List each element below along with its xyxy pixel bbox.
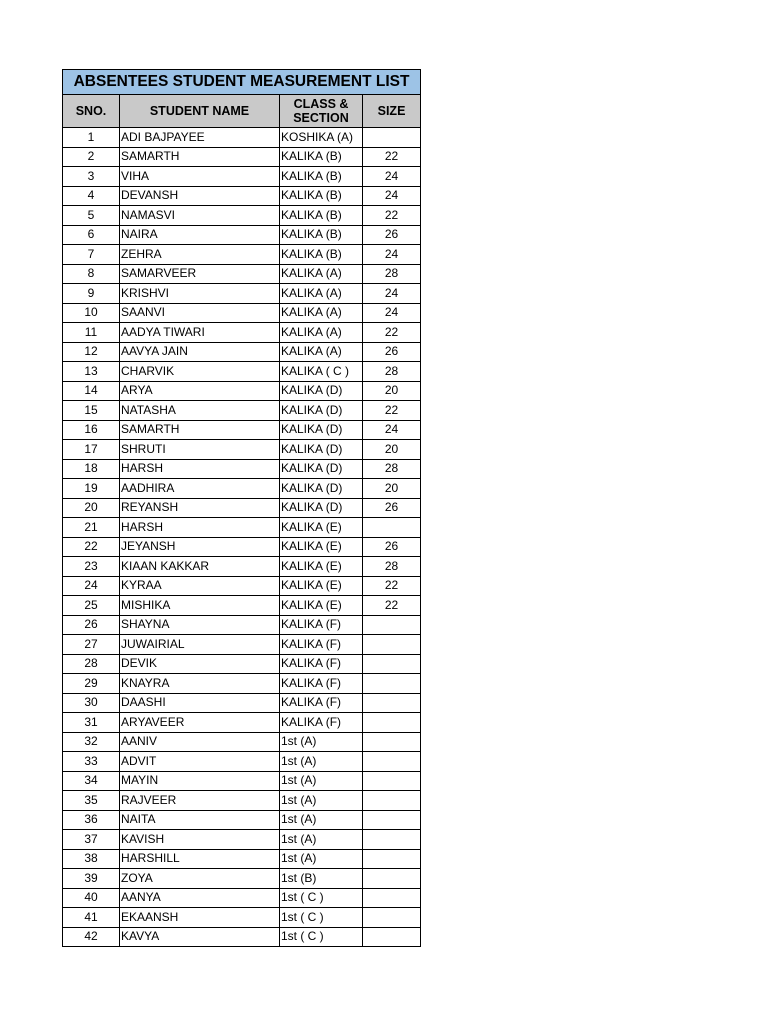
table-row [63, 771, 421, 791]
cell-size [363, 927, 421, 947]
cell-size [363, 888, 421, 908]
table-row [63, 557, 421, 577]
cell-class-section: 1st (A) [280, 791, 363, 811]
cell-student-name: SAANVI [120, 303, 280, 323]
cell-student-name: ADI BAJPAYEE [120, 128, 280, 148]
cell-class-section: 1st (A) [280, 732, 363, 752]
cell-sno: 33 [63, 752, 120, 772]
cell-sno: 36 [63, 810, 120, 830]
cell-student-name: VIHA [120, 167, 280, 187]
cell-student-name: AADYA TIWARI [120, 323, 280, 343]
cell-student-name: SHAYNA [120, 615, 280, 635]
cell-size [363, 849, 421, 869]
cell-sno: 2 [63, 147, 120, 167]
cell-sno: 22 [63, 537, 120, 557]
cell-sno: 21 [63, 518, 120, 538]
header-sno: SNO. [63, 95, 120, 128]
cell-size: 24 [363, 303, 421, 323]
cell-class-section: KALIKA (F) [280, 654, 363, 674]
cell-student-name: DEVANSH [120, 186, 280, 206]
cell-sno: 40 [63, 888, 120, 908]
cell-size: 26 [363, 537, 421, 557]
cell-sno: 29 [63, 674, 120, 694]
cell-size: 22 [363, 323, 421, 343]
table-row [63, 303, 421, 323]
cell-student-name: NAIRA [120, 225, 280, 245]
table-row [63, 635, 421, 655]
cell-student-name: SAMARTH [120, 420, 280, 440]
cell-student-name: NAMASVI [120, 206, 280, 226]
cell-sno: 7 [63, 245, 120, 265]
cell-size [363, 713, 421, 733]
cell-size: 28 [363, 557, 421, 577]
cell-class-section: 1st (A) [280, 849, 363, 869]
cell-sno: 42 [63, 927, 120, 947]
cell-size: 26 [363, 225, 421, 245]
cell-class-section: KALIKA (A) [280, 323, 363, 343]
table-row [63, 362, 421, 382]
cell-size [363, 654, 421, 674]
table-row [63, 693, 421, 713]
cell-student-name: SAMARTH [120, 147, 280, 167]
absentees-sheet [62, 69, 420, 947]
cell-class-section: KALIKA (A) [280, 303, 363, 323]
cell-student-name: KAVISH [120, 830, 280, 850]
cell-class-section: 1st (A) [280, 771, 363, 791]
cell-size [363, 615, 421, 635]
cell-sno: 32 [63, 732, 120, 752]
cell-sno: 12 [63, 342, 120, 362]
table-row [63, 576, 421, 596]
cell-student-name: HARSHILL [120, 849, 280, 869]
cell-class-section: KALIKA (B) [280, 186, 363, 206]
cell-student-name: HARSH [120, 459, 280, 479]
cell-student-name: DEVIK [120, 654, 280, 674]
table-row [63, 732, 421, 752]
cell-sno: 11 [63, 323, 120, 343]
cell-sno: 23 [63, 557, 120, 577]
cell-class-section: KOSHIKA (A) [280, 128, 363, 148]
cell-class-section: KALIKA (A) [280, 342, 363, 362]
table-row [63, 128, 421, 148]
cell-size: 22 [363, 596, 421, 616]
cell-student-name: CHARVIK [120, 362, 280, 382]
table-row [63, 713, 421, 733]
cell-class-section: KALIKA (D) [280, 459, 363, 479]
table-row [63, 167, 421, 187]
header-class-line1: CLASS & [293, 97, 349, 111]
cell-sno: 18 [63, 459, 120, 479]
cell-sno: 9 [63, 284, 120, 304]
table-row [63, 810, 421, 830]
cell-size [363, 635, 421, 655]
cell-class-section: KALIKA (F) [280, 674, 363, 694]
table-row [63, 381, 421, 401]
cell-class-section: KALIKA (B) [280, 225, 363, 245]
cell-class-section: KALIKA (D) [280, 498, 363, 518]
cell-size: 26 [363, 498, 421, 518]
table-row [63, 615, 421, 635]
cell-sno: 13 [63, 362, 120, 382]
cell-class-section: KALIKA (E) [280, 537, 363, 557]
cell-student-name: SAMARVEER [120, 264, 280, 284]
cell-class-section: 1st (A) [280, 752, 363, 772]
cell-student-name: KNAYRA [120, 674, 280, 694]
cell-class-section: KALIKA (A) [280, 284, 363, 304]
cell-class-section: 1st ( C ) [280, 927, 363, 947]
cell-size: 22 [363, 576, 421, 596]
table-row [63, 186, 421, 206]
table-row [63, 752, 421, 772]
cell-class-section: KALIKA (E) [280, 596, 363, 616]
cell-size: 22 [363, 206, 421, 226]
cell-sno: 10 [63, 303, 120, 323]
table-row [63, 596, 421, 616]
cell-sno: 26 [63, 615, 120, 635]
cell-size: 28 [363, 459, 421, 479]
cell-sno: 20 [63, 498, 120, 518]
cell-sno: 4 [63, 186, 120, 206]
cell-student-name: DAASHI [120, 693, 280, 713]
cell-student-name: KYRAA [120, 576, 280, 596]
table-body [63, 128, 421, 947]
cell-size [363, 693, 421, 713]
table-row [63, 440, 421, 460]
cell-student-name: MISHIKA [120, 596, 280, 616]
cell-sno: 39 [63, 869, 120, 889]
cell-sno: 28 [63, 654, 120, 674]
cell-size [363, 869, 421, 889]
table-row [63, 420, 421, 440]
cell-class-section: 1st (B) [280, 869, 363, 889]
cell-student-name: AANYA [120, 888, 280, 908]
cell-student-name: ZEHRA [120, 245, 280, 265]
cell-size: 28 [363, 362, 421, 382]
cell-student-name: REYANSH [120, 498, 280, 518]
cell-sno: 5 [63, 206, 120, 226]
cell-class-section: KALIKA (D) [280, 381, 363, 401]
table-row [63, 459, 421, 479]
cell-sno: 19 [63, 479, 120, 499]
cell-class-section: KALIKA (F) [280, 713, 363, 733]
cell-size [363, 810, 421, 830]
cell-class-section: 1st (A) [280, 810, 363, 830]
table-row [63, 888, 421, 908]
table-row [63, 674, 421, 694]
cell-size: 24 [363, 167, 421, 187]
cell-sno: 16 [63, 420, 120, 440]
cell-student-name: MAYIN [120, 771, 280, 791]
cell-size [363, 732, 421, 752]
table-row [63, 479, 421, 499]
cell-size [363, 830, 421, 850]
table-row [63, 284, 421, 304]
cell-sno: 27 [63, 635, 120, 655]
cell-size: 28 [363, 264, 421, 284]
table-row [63, 869, 421, 889]
cell-sno: 37 [63, 830, 120, 850]
cell-class-section: KALIKA (D) [280, 401, 363, 421]
cell-size [363, 791, 421, 811]
measurement-table [62, 69, 421, 947]
cell-class-section: KALIKA (B) [280, 167, 363, 187]
cell-class-section: KALIKA (F) [280, 693, 363, 713]
cell-class-section: KALIKA (F) [280, 615, 363, 635]
cell-sno: 30 [63, 693, 120, 713]
cell-student-name: JUWAIRIAL [120, 635, 280, 655]
cell-class-section: KALIKA (E) [280, 557, 363, 577]
cell-size: 24 [363, 420, 421, 440]
cell-size [363, 128, 421, 148]
cell-student-name: KIAAN KAKKAR [120, 557, 280, 577]
cell-student-name: HARSH [120, 518, 280, 538]
cell-sno: 24 [63, 576, 120, 596]
cell-student-name: ARYA [120, 381, 280, 401]
cell-class-section: KALIKA (E) [280, 576, 363, 596]
cell-sno: 38 [63, 849, 120, 869]
cell-student-name: KRISHVI [120, 284, 280, 304]
table-row [63, 927, 421, 947]
table-row [63, 342, 421, 362]
cell-size [363, 908, 421, 928]
cell-class-section: KALIKA (E) [280, 518, 363, 538]
cell-class-section: 1st (A) [280, 830, 363, 850]
table-row [63, 654, 421, 674]
table-row [63, 518, 421, 538]
cell-student-name: NAITA [120, 810, 280, 830]
cell-student-name: NATASHA [120, 401, 280, 421]
cell-sno: 8 [63, 264, 120, 284]
cell-sno: 1 [63, 128, 120, 148]
table-row [63, 830, 421, 850]
table-row [63, 147, 421, 167]
cell-student-name: RAJVEER [120, 791, 280, 811]
cell-sno: 15 [63, 401, 120, 421]
table-row [63, 849, 421, 869]
cell-sno: 3 [63, 167, 120, 187]
cell-size: 20 [363, 479, 421, 499]
cell-student-name: SHRUTI [120, 440, 280, 460]
cell-size: 20 [363, 440, 421, 460]
cell-student-name: AANIV [120, 732, 280, 752]
cell-class-section: KALIKA (A) [280, 264, 363, 284]
header-student-name: STUDENT NAME [120, 95, 280, 128]
cell-sno: 25 [63, 596, 120, 616]
cell-student-name: ADVIT [120, 752, 280, 772]
cell-size: 22 [363, 147, 421, 167]
cell-class-section: KALIKA (F) [280, 635, 363, 655]
table-row [63, 264, 421, 284]
cell-sno: 41 [63, 908, 120, 928]
cell-size: 24 [363, 284, 421, 304]
header-class-line2: SECTION [293, 111, 349, 125]
table-row [63, 908, 421, 928]
cell-sno: 31 [63, 713, 120, 733]
table-row [63, 225, 421, 245]
cell-class-section: KALIKA (D) [280, 420, 363, 440]
cell-student-name: JEYANSH [120, 537, 280, 557]
cell-class-section: KALIKA (B) [280, 206, 363, 226]
cell-size: 24 [363, 186, 421, 206]
table-row [63, 791, 421, 811]
header-class-section [280, 95, 363, 128]
table-row [63, 537, 421, 557]
cell-student-name: EKAANSH [120, 908, 280, 928]
cell-size: 26 [363, 342, 421, 362]
cell-sno: 6 [63, 225, 120, 245]
cell-class-section: 1st ( C ) [280, 908, 363, 928]
table-row [63, 206, 421, 226]
table-row [63, 323, 421, 343]
cell-class-section: KALIKA ( C ) [280, 362, 363, 382]
cell-size: 22 [363, 401, 421, 421]
table-row [63, 498, 421, 518]
cell-size [363, 771, 421, 791]
cell-student-name: KAVYA [120, 927, 280, 947]
cell-class-section: KALIKA (D) [280, 479, 363, 499]
cell-size [363, 752, 421, 772]
cell-size [363, 518, 421, 538]
cell-sno: 17 [63, 440, 120, 460]
table-row [63, 245, 421, 265]
cell-student-name: ZOYA [120, 869, 280, 889]
table-row [63, 401, 421, 421]
cell-size: 20 [363, 381, 421, 401]
cell-class-section: KALIKA (B) [280, 245, 363, 265]
cell-sno: 14 [63, 381, 120, 401]
cell-class-section: 1st ( C ) [280, 888, 363, 908]
cell-class-section: KALIKA (D) [280, 440, 363, 460]
cell-student-name: ARYAVEER [120, 713, 280, 733]
cell-size [363, 674, 421, 694]
cell-student-name: AADHIRA [120, 479, 280, 499]
sheet-title: ABSENTEES STUDENT MEASUREMENT LIST [63, 70, 421, 95]
cell-sno: 35 [63, 791, 120, 811]
cell-sno: 34 [63, 771, 120, 791]
header-size: SIZE [363, 95, 421, 128]
cell-student-name: AAVYA JAIN [120, 342, 280, 362]
cell-class-section: KALIKA (B) [280, 147, 363, 167]
cell-size: 24 [363, 245, 421, 265]
